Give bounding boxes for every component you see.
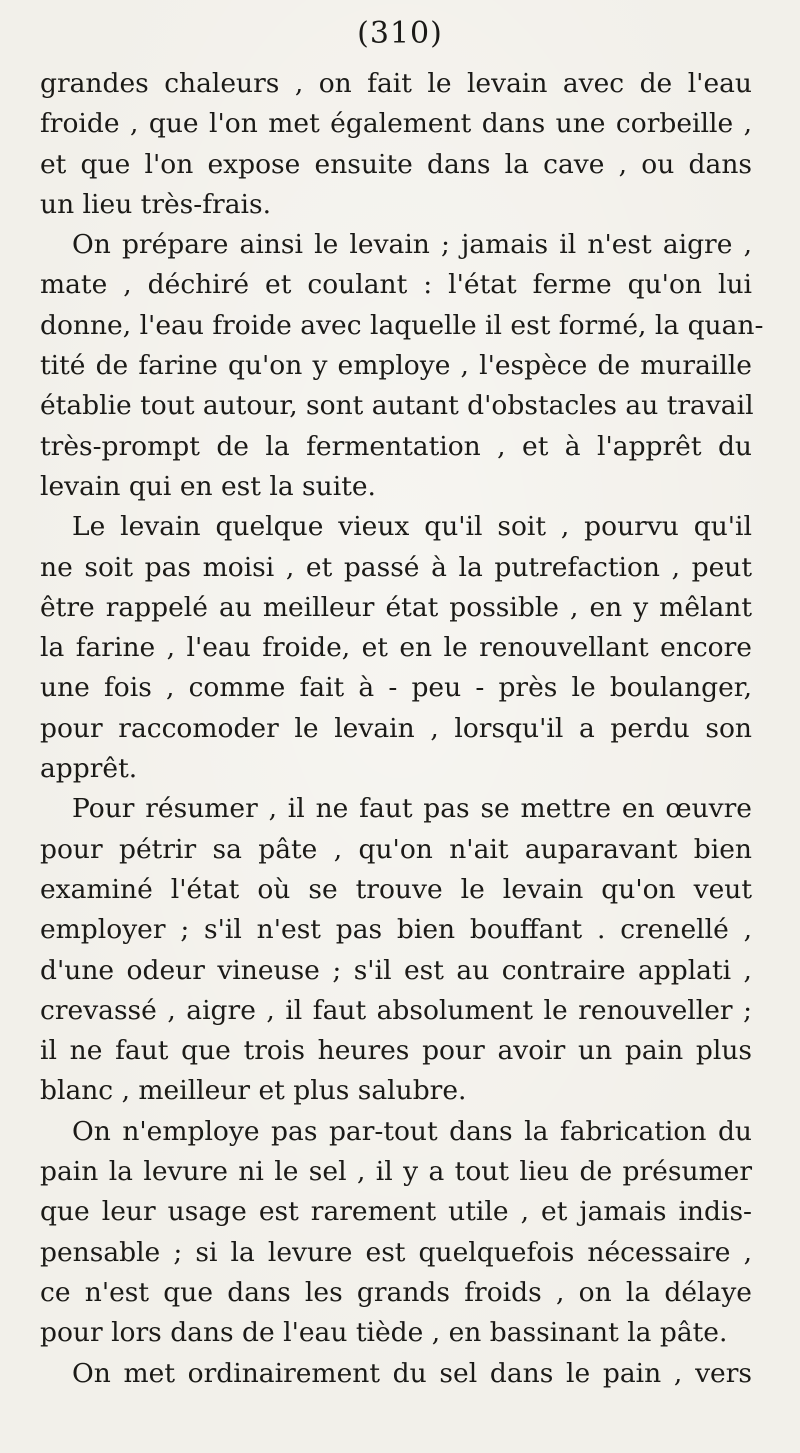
paragraph-1 <box>40 64 752 225</box>
paragraph-3 <box>40 507 752 789</box>
text-line: crevassé , aigre , il faut absolument le renouveller ; <box>40 994 752 1026</box>
text-line: que leur usage est rarement utile , et jamais indis- <box>40 1196 752 1228</box>
text-line: pour lors dans de l'eau tiède , en bassinant la pâte. <box>40 1317 728 1349</box>
text-line: établie tout autour, sont autant d'obstacles au travail <box>40 390 754 422</box>
text-line: Pour résumer , il ne faut pas se mettre en œuvre <box>72 793 752 825</box>
text-line: tité de farine qu'on y employe , l'espèce de muraille <box>40 350 752 382</box>
text-line: très-prompt de la fermentation , et à l'apprêt du <box>40 430 752 462</box>
text-line: mate , déchiré et coulant : l'état ferme qu'on lui <box>40 269 752 301</box>
text-line: et que l'on expose ensuite dans la cave , ou dans <box>40 148 752 180</box>
text-line: On prépare ainsi le levain ; jamais il n'est aigre , <box>72 229 752 261</box>
text-line: apprêt. <box>40 753 138 785</box>
text-line: Le levain quelque vieux qu'il soit , pourvu qu'il <box>72 511 752 543</box>
text-line: pensable ; si la levure est quelquefois nécessaire , <box>40 1236 752 1268</box>
page-number: (310) <box>357 16 443 51</box>
text-line: être rappelé au meilleur état possible , en y mêlant <box>40 591 752 623</box>
text-line: On met ordinairement du sel dans le pain , vers <box>72 1357 752 1389</box>
text-line: froide , que l'on met également dans une corbeille , <box>40 108 752 140</box>
text-line: ne soit pas moisi , et passé à la putrefaction , peut <box>40 551 752 583</box>
text-line: d'une odeur vineuse ; s'il est au contraire applati , <box>40 954 752 986</box>
text-line: On n'employe pas par-tout dans la fabrication du <box>72 1115 752 1147</box>
text-line: ce n'est que dans les grands froids , on la délaye <box>40 1276 752 1308</box>
text-line: grandes chaleurs , on fait le levain avec de l'eau <box>40 68 752 99</box>
text-line: blanc , meilleur et plus salubre. <box>40 1075 467 1107</box>
paragraph-2 <box>40 225 764 507</box>
paragraph-5 <box>40 1112 752 1354</box>
paragraph-6 <box>40 1354 752 1394</box>
body-text <box>40 64 764 1394</box>
text-line: employer ; s'il n'est pas bien bouffant . crenellé , <box>40 914 752 946</box>
text-line: levain qui en est la suite. <box>40 470 376 502</box>
text-line: donne, l'eau froide avec laquelle il est formé, la quan- <box>40 309 764 341</box>
text-line: il ne faut que trois heures pour avoir un pain plus <box>40 1035 752 1067</box>
text-line: la farine , l'eau froide, et en le renouvellant encore <box>40 632 752 664</box>
text-line: pain la levure ni le sel , il y a tout lieu de présumer <box>40 1156 752 1188</box>
text-line: pour pétrir sa pâte , qu'on n'ait auparavant bien <box>40 833 752 865</box>
text-line: un lieu très-frais. <box>40 188 272 220</box>
text-line: examiné l'état où se trouve le levain qu'on veut <box>40 873 752 905</box>
text-line: une fois , comme fait à - peu - près le boulanger, <box>40 672 752 704</box>
paragraph-4 <box>40 789 752 1111</box>
text-line: pour raccomoder le levain , lorsqu'il a perdu son <box>40 712 752 744</box>
